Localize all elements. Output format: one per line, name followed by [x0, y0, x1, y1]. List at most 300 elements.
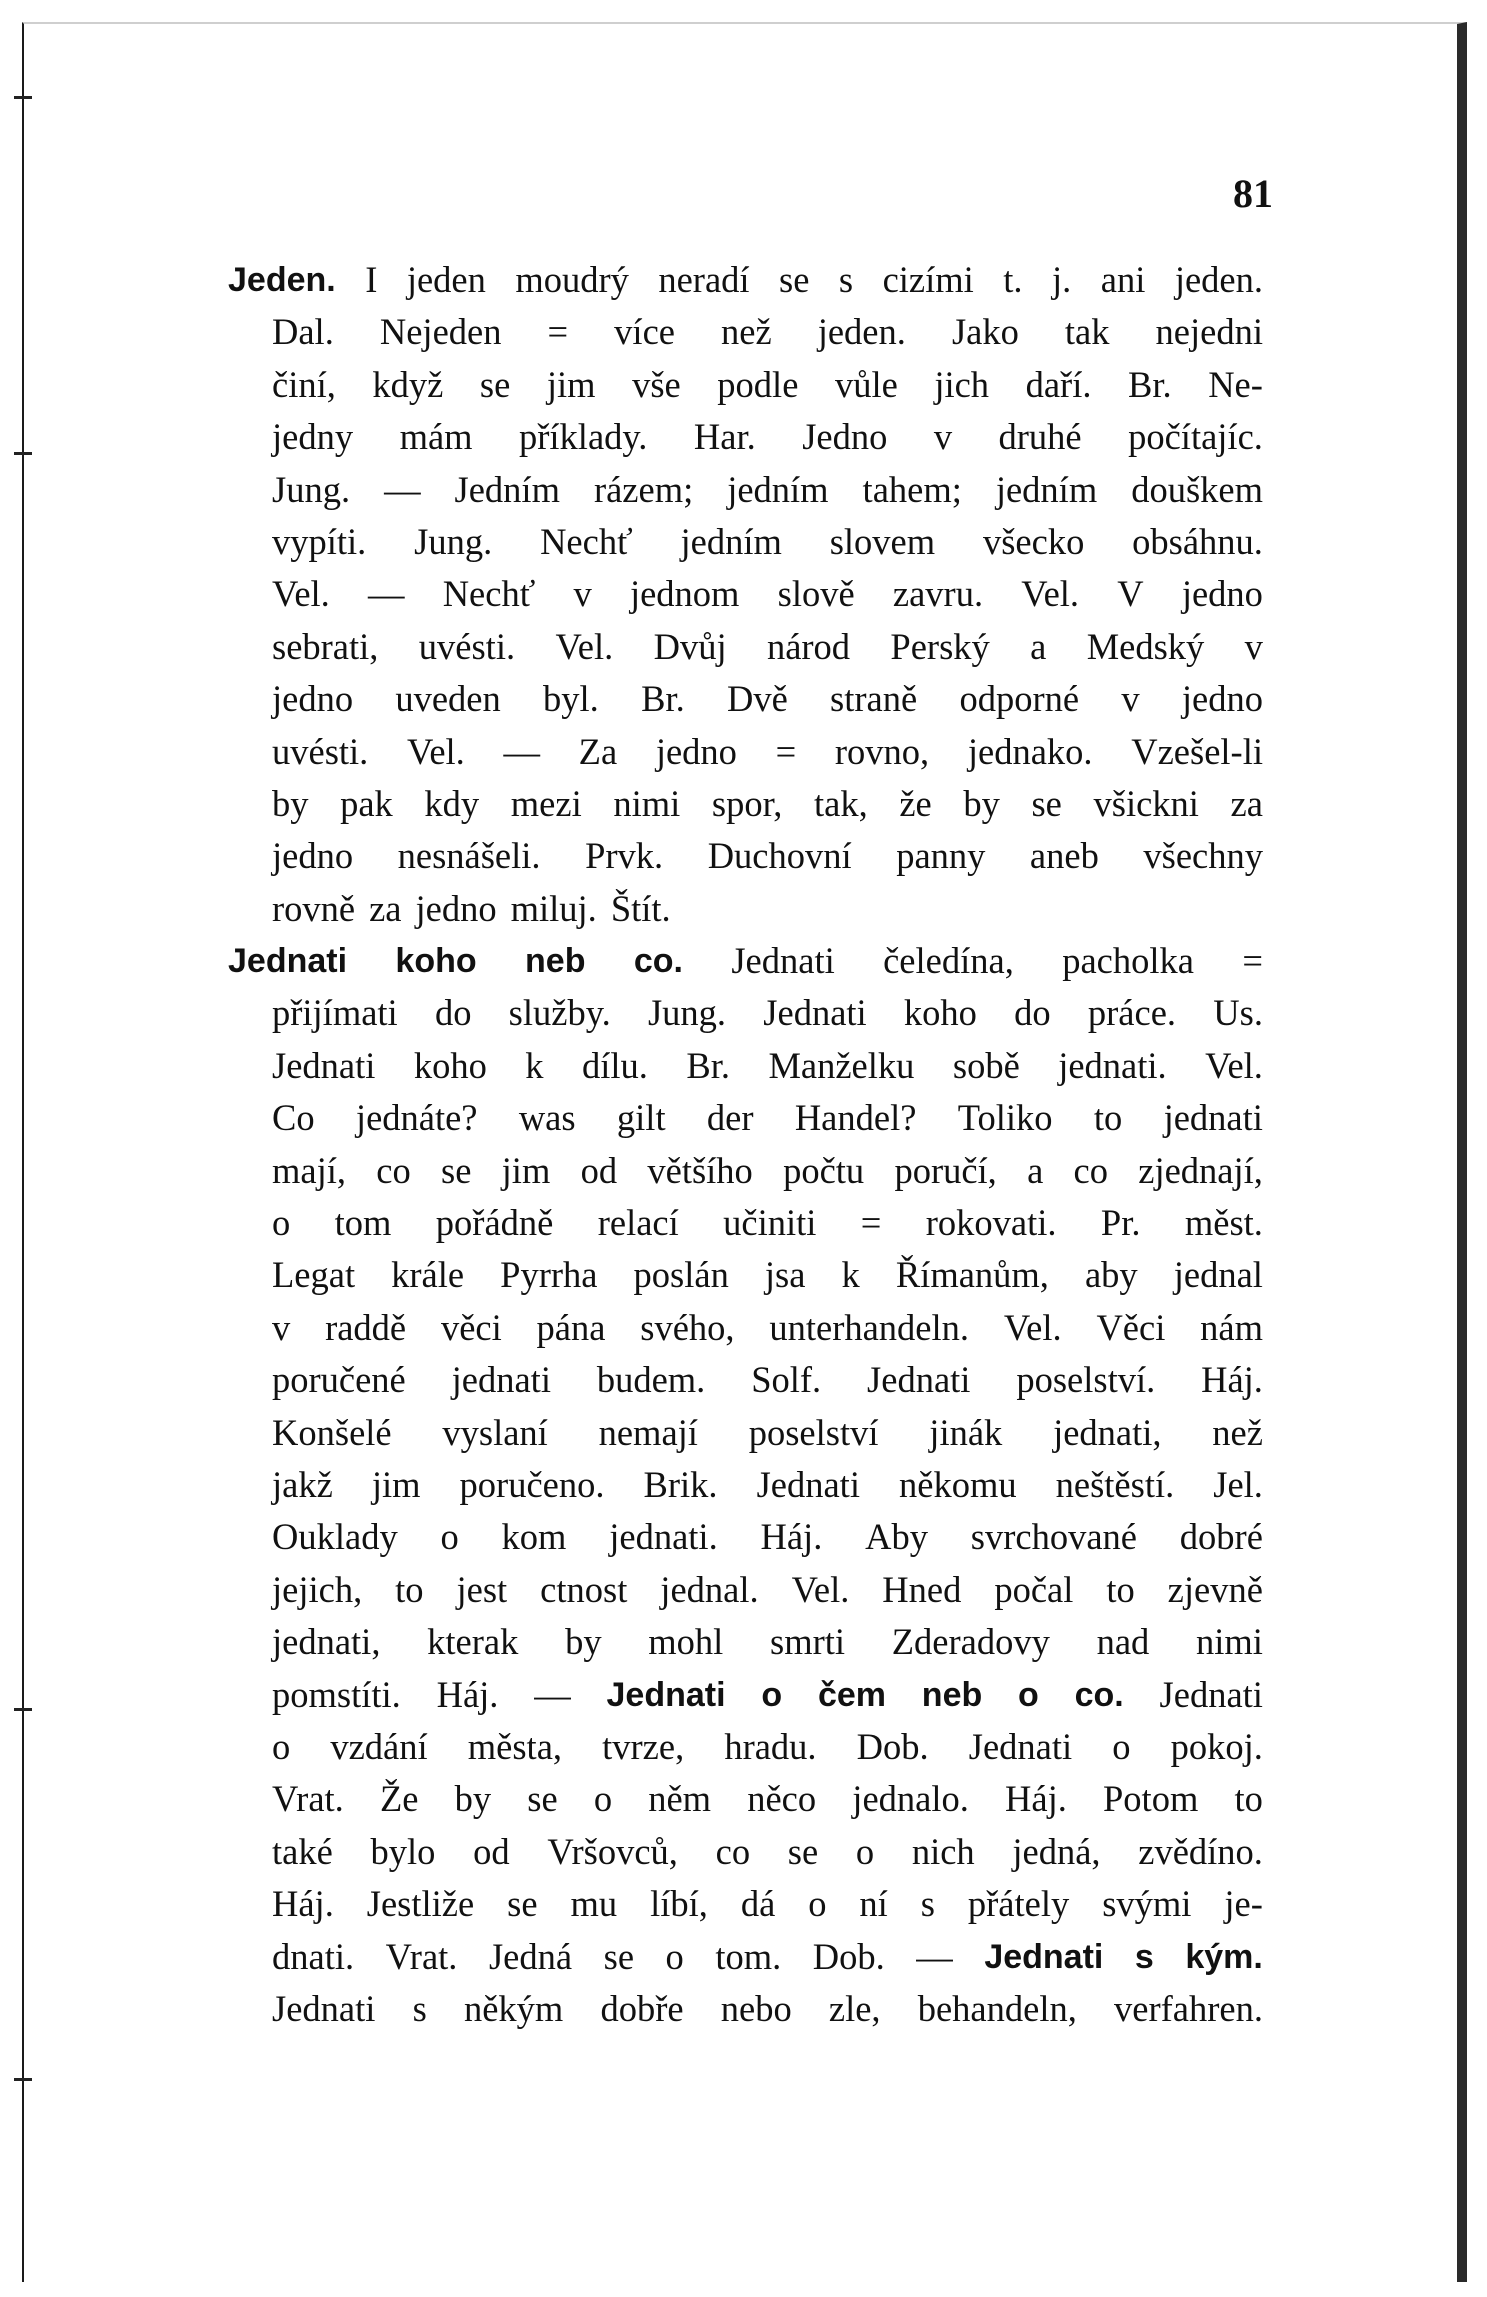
word: čem	[817, 1675, 886, 1714]
word: jeden	[406, 259, 486, 300]
word: druhé	[998, 416, 1082, 458]
word: měst.	[1184, 1202, 1263, 1244]
word: Háj.	[272, 1883, 334, 1925]
word: Jednati	[984, 1937, 1104, 1976]
word: vyslaní	[442, 1411, 548, 1453]
word: Jestliže	[366, 1883, 475, 1925]
word: Jedním	[454, 468, 560, 510]
word: se	[787, 1830, 819, 1872]
word: bylo	[370, 1830, 436, 1872]
word: se	[779, 259, 810, 300]
word: koho	[413, 1044, 487, 1086]
word: že	[899, 782, 932, 824]
word: Vrat.	[385, 1935, 458, 1977]
word: Dvě	[726, 678, 788, 720]
word: jednalo.	[852, 1778, 969, 1820]
word: rovno,	[834, 730, 930, 772]
word: Jung.	[272, 468, 351, 510]
word: jedno	[655, 730, 737, 772]
word: o	[808, 1883, 827, 1925]
word: douškem	[1131, 468, 1263, 510]
word: co.	[633, 942, 683, 981]
word: se	[440, 1149, 472, 1191]
word: Vel.	[791, 1568, 850, 1610]
word: do	[434, 992, 472, 1034]
word: učiniti	[723, 1202, 817, 1244]
word: mám	[399, 416, 473, 458]
word: Nechť	[442, 573, 536, 615]
word: slově	[777, 573, 855, 615]
word: neb	[525, 942, 586, 981]
text-line	[228, 516, 1263, 568]
word: se	[603, 1935, 635, 1977]
word: Jeden.	[228, 261, 336, 299]
word: Vrat.	[272, 1778, 344, 1820]
word: jsa	[764, 1254, 806, 1296]
word: vzdání	[330, 1725, 428, 1767]
word: Pr.	[1100, 1202, 1141, 1244]
word: o	[761, 1675, 783, 1714]
word: Jednati	[968, 1725, 1073, 1767]
word: co	[715, 1830, 751, 1872]
word: více	[614, 311, 675, 353]
word: svého,	[640, 1306, 735, 1348]
word: behandeln,	[917, 1987, 1077, 2029]
word: poselství	[748, 1411, 879, 1453]
text-line	[228, 1354, 1263, 1406]
word: ctnost	[540, 1568, 628, 1610]
word: Jednati	[272, 1044, 376, 1086]
text-line	[228, 1459, 1263, 1511]
word: nich	[911, 1830, 975, 1872]
word: ani	[1100, 259, 1146, 300]
word: mezi	[510, 782, 582, 824]
word: uveden	[395, 678, 501, 720]
word: k	[841, 1254, 860, 1296]
word: rázem;	[593, 468, 694, 510]
word: Vzešel-li	[1131, 730, 1263, 772]
text-line	[228, 726, 1263, 778]
word: Nejeden	[379, 311, 502, 353]
word: o	[1018, 1675, 1039, 1714]
word: V	[1117, 573, 1144, 615]
word: relací	[597, 1202, 679, 1244]
dictionary-text	[228, 254, 1263, 2035]
word: něco	[747, 1778, 817, 1820]
word: Us.	[1213, 992, 1263, 1034]
word: o	[1112, 1725, 1131, 1767]
word: Vel.	[1205, 1044, 1263, 1086]
word: uvésti.	[272, 730, 369, 772]
word: se	[479, 363, 511, 405]
word: Vel.	[407, 730, 465, 772]
word: daří.	[1025, 363, 1092, 405]
word: Vršovců,	[547, 1830, 678, 1872]
text-line	[228, 359, 1263, 411]
word: jich	[934, 363, 990, 405]
word: jednati,	[1053, 1411, 1162, 1453]
word: za	[369, 887, 402, 929]
word: odporné	[959, 678, 1080, 720]
text-line	[228, 1040, 1263, 1092]
word: ní	[859, 1883, 888, 1925]
word: nesnášeli.	[397, 835, 541, 877]
word: mají,	[272, 1149, 346, 1191]
word: obsáhnu.	[1132, 520, 1263, 562]
word: Solf.	[751, 1359, 822, 1401]
word: pomstíti.	[272, 1673, 401, 1715]
word: smrti	[770, 1621, 846, 1663]
word: pořádně	[435, 1202, 554, 1244]
word: počtu	[783, 1149, 865, 1191]
word: Jednati	[756, 1463, 860, 1505]
word: Dvůj	[653, 625, 727, 667]
word: Římanům,	[895, 1254, 1049, 1296]
word: Věci	[1096, 1306, 1166, 1348]
word: Jednati	[228, 942, 348, 981]
word: jednal.	[660, 1568, 759, 1610]
text-line	[228, 830, 1263, 882]
word: jim	[501, 1149, 551, 1191]
word: cizími	[882, 259, 974, 300]
word: neradí	[658, 259, 750, 300]
text-line	[228, 568, 1263, 620]
word: j.	[1052, 259, 1072, 300]
word: Duchovní	[707, 835, 852, 877]
word: Štít.	[610, 887, 671, 929]
word: jedno	[1181, 573, 1263, 615]
word: Dal.	[272, 311, 334, 353]
word: Za	[578, 730, 618, 772]
text-line	[228, 1878, 1263, 1930]
text-line	[228, 1616, 1263, 1668]
word: Br.	[1128, 363, 1172, 405]
word: k	[525, 1044, 544, 1086]
word: pacholka	[1062, 940, 1194, 982]
word: panny	[896, 835, 986, 877]
word: aneb	[1029, 835, 1099, 877]
word: —	[503, 730, 540, 772]
word: jedním	[680, 520, 782, 562]
word: Jednati	[731, 940, 835, 982]
word: národ	[766, 625, 851, 667]
word: líbí,	[650, 1883, 708, 1925]
word: s	[838, 259, 854, 300]
word: v	[573, 573, 592, 615]
word: Dob.	[812, 1935, 885, 1977]
word: za	[1230, 782, 1263, 824]
word: města,	[467, 1725, 563, 1767]
word: Co	[272, 1097, 315, 1139]
word: Jednati	[272, 1987, 376, 2029]
word: Konšelé	[272, 1411, 392, 1453]
word: o	[272, 1725, 291, 1767]
word: nad	[1096, 1621, 1150, 1663]
word: než	[1212, 1411, 1263, 1453]
word: Jednati	[867, 1359, 971, 1401]
text-line	[228, 1669, 1263, 1721]
text-line	[228, 987, 1263, 1039]
text-line	[228, 935, 1263, 987]
word: —	[916, 1935, 953, 1977]
word: Jednati	[763, 992, 867, 1034]
word: =	[860, 1202, 882, 1244]
word: jednati	[451, 1359, 551, 1401]
text-line	[228, 411, 1263, 463]
word: služby.	[508, 992, 611, 1034]
word: was	[518, 1097, 576, 1139]
word: Aby	[865, 1516, 928, 1558]
word: počítajíc.	[1128, 416, 1263, 458]
word: jim	[546, 363, 596, 405]
word: příklady.	[519, 416, 648, 458]
word: uvésti.	[418, 625, 516, 667]
word: Jung.	[647, 992, 727, 1034]
word: Jung.	[414, 520, 493, 562]
word: pak	[340, 782, 393, 824]
word: Háj.	[760, 1516, 823, 1558]
word: jednom	[629, 573, 740, 615]
word: práce.	[1087, 992, 1177, 1034]
word: krále	[391, 1254, 465, 1296]
word: =	[547, 311, 569, 353]
word: jednáte?	[355, 1097, 478, 1139]
word: Handel?	[794, 1097, 917, 1139]
word: Dob.	[856, 1725, 929, 1767]
word: sobě	[952, 1044, 1020, 1086]
word: tom.	[715, 1935, 782, 1977]
text-line	[228, 1249, 1263, 1301]
word: by	[565, 1621, 602, 1663]
word: když	[372, 363, 444, 405]
word: Hned	[882, 1568, 962, 1610]
word: Vel.	[1003, 1306, 1062, 1348]
word: přátely	[967, 1883, 1070, 1925]
word: poselství.	[1016, 1359, 1156, 1401]
word: dnati.	[272, 1935, 355, 1977]
word: vůle	[834, 363, 898, 405]
word: čeledína,	[883, 940, 1014, 982]
word: v	[1244, 625, 1263, 667]
word: nám	[1200, 1306, 1263, 1348]
word: Perský	[890, 625, 990, 667]
word: Háj.	[1005, 1778, 1067, 1820]
word: spor,	[711, 782, 783, 824]
word: dobré	[1179, 1516, 1263, 1558]
word: rokovati.	[925, 1202, 1057, 1244]
word: jedním	[995, 468, 1098, 510]
word: o	[440, 1516, 459, 1558]
word: co.	[1074, 1675, 1124, 1714]
text-line	[228, 1511, 1263, 1563]
text-line	[228, 1931, 1263, 1983]
text-line	[228, 306, 1263, 358]
word: něm	[648, 1778, 712, 1820]
word: budem.	[596, 1359, 706, 1401]
word: svrchované	[970, 1516, 1137, 1558]
word: Že	[379, 1778, 419, 1820]
word: kdy	[424, 782, 480, 824]
edge-mark	[14, 1708, 32, 1711]
text-line	[228, 464, 1263, 516]
word: tvrze,	[602, 1725, 685, 1767]
word: dá	[740, 1883, 776, 1925]
word: tak,	[814, 782, 868, 824]
word: moudrý	[515, 259, 629, 300]
word: Manželku	[768, 1044, 915, 1086]
word: Ne-	[1208, 363, 1263, 405]
word: činí,	[272, 363, 336, 405]
word: tom	[334, 1202, 392, 1244]
word: rovně	[272, 887, 356, 929]
word: jedno	[1181, 678, 1263, 720]
word: poručí,	[894, 1149, 997, 1191]
word: zvědíno.	[1138, 1830, 1263, 1872]
word: —	[367, 573, 405, 615]
word: o	[272, 1202, 291, 1244]
text-line	[228, 1302, 1263, 1354]
word: do	[1014, 992, 1051, 1034]
text-line	[228, 1564, 1263, 1616]
text-line	[228, 1983, 1263, 2035]
word: jednati.	[609, 1516, 718, 1558]
word: Br.	[686, 1044, 730, 1086]
word: počal	[994, 1568, 1074, 1610]
word: to	[1234, 1778, 1263, 1820]
word: miluj.	[510, 887, 597, 929]
word: nebo	[720, 1987, 792, 2029]
text-line	[228, 1092, 1263, 1144]
word: od	[473, 1830, 510, 1872]
word: Ouklady	[272, 1516, 398, 1558]
text-line	[228, 778, 1263, 830]
text-line	[228, 1197, 1263, 1249]
word: Háj.	[1201, 1359, 1263, 1401]
word: I	[365, 259, 378, 300]
word: jim	[371, 1463, 421, 1505]
word: jedny	[272, 416, 354, 458]
word: t.	[1003, 259, 1023, 300]
word: Zderadovy	[891, 1621, 1050, 1663]
word: jednal	[1173, 1254, 1263, 1296]
word: jednati.	[1058, 1044, 1167, 1086]
word: neštěstí.	[1055, 1463, 1175, 1505]
text-line	[228, 1826, 1263, 1878]
word: Jako	[951, 311, 1019, 353]
word: Medský	[1086, 625, 1205, 667]
word: koho	[903, 992, 977, 1034]
word: tak	[1064, 311, 1110, 353]
word: Br.	[641, 678, 685, 720]
word: zle,	[828, 1987, 881, 2029]
word: aby	[1084, 1254, 1138, 1296]
word: jedno	[272, 678, 354, 720]
page-number: 81	[1233, 171, 1273, 216]
word: nejedni	[1155, 311, 1263, 353]
word: někým	[463, 1987, 564, 2029]
word: s	[920, 1883, 935, 1925]
word: všechny	[1143, 835, 1263, 877]
word: neb	[921, 1675, 983, 1714]
word: nemají	[598, 1411, 698, 1453]
word: zjevně	[1167, 1568, 1263, 1610]
word: mohl	[648, 1621, 724, 1663]
word: od	[580, 1149, 618, 1191]
word: by	[963, 782, 1000, 824]
word: pokoj.	[1170, 1725, 1263, 1767]
text-line	[228, 883, 1263, 935]
word: Jel.	[1213, 1463, 1263, 1505]
word: mu	[570, 1883, 618, 1925]
word: jedním	[727, 468, 829, 510]
word: hradu.	[724, 1725, 817, 1767]
word: co	[376, 1149, 411, 1191]
word: to	[1093, 1097, 1123, 1139]
word: v	[1121, 678, 1140, 720]
text-line	[228, 621, 1263, 673]
word: v	[272, 1306, 291, 1348]
word: je-	[1224, 1883, 1263, 1925]
word: jednati,	[272, 1621, 381, 1663]
edge-mark	[14, 452, 32, 455]
word: většího	[647, 1149, 753, 1191]
word: kom	[501, 1516, 567, 1558]
word: jednako.	[967, 730, 1093, 772]
word: poručené	[272, 1359, 406, 1401]
word: dobře	[600, 1987, 684, 2029]
word: Jedno	[802, 416, 888, 458]
word: Legat	[272, 1254, 356, 1296]
word: tahem;	[862, 468, 962, 510]
text-line	[228, 1145, 1263, 1197]
word: =	[775, 730, 797, 772]
word: kterak	[427, 1621, 519, 1663]
text-line	[228, 1773, 1263, 1825]
word: unterhandeln.	[769, 1306, 970, 1348]
word: sebrati,	[272, 625, 379, 667]
word: a	[1030, 625, 1047, 667]
word: jedno	[415, 887, 497, 929]
word: jeden.	[817, 311, 906, 353]
word: svými	[1102, 1883, 1192, 1925]
word: přijímati	[272, 992, 398, 1034]
word: Toliko	[957, 1097, 1053, 1139]
word: jeden.	[1174, 259, 1263, 300]
word: jakž	[272, 1463, 333, 1505]
word: podle	[717, 363, 799, 405]
word: Vel.	[555, 625, 614, 667]
word: Nechť	[540, 520, 633, 562]
text-line	[228, 254, 1263, 306]
word: to	[395, 1568, 424, 1610]
word: jedná,	[1012, 1830, 1101, 1872]
word: co	[1073, 1149, 1108, 1191]
word: nimi	[1195, 1621, 1263, 1663]
word: v	[933, 416, 953, 458]
word: se	[1031, 782, 1062, 824]
word: Jednati	[1159, 1673, 1263, 1715]
word: byl.	[543, 678, 599, 720]
word: někomu	[899, 1463, 1017, 1505]
word: dílu.	[582, 1044, 648, 1086]
word: Brik.	[643, 1463, 718, 1505]
word: der	[706, 1097, 754, 1139]
word: Potom	[1103, 1778, 1199, 1820]
word: —	[534, 1673, 571, 1715]
word: Prvk.	[585, 835, 664, 877]
word: se	[507, 1883, 538, 1925]
word: jednati	[1163, 1097, 1263, 1139]
